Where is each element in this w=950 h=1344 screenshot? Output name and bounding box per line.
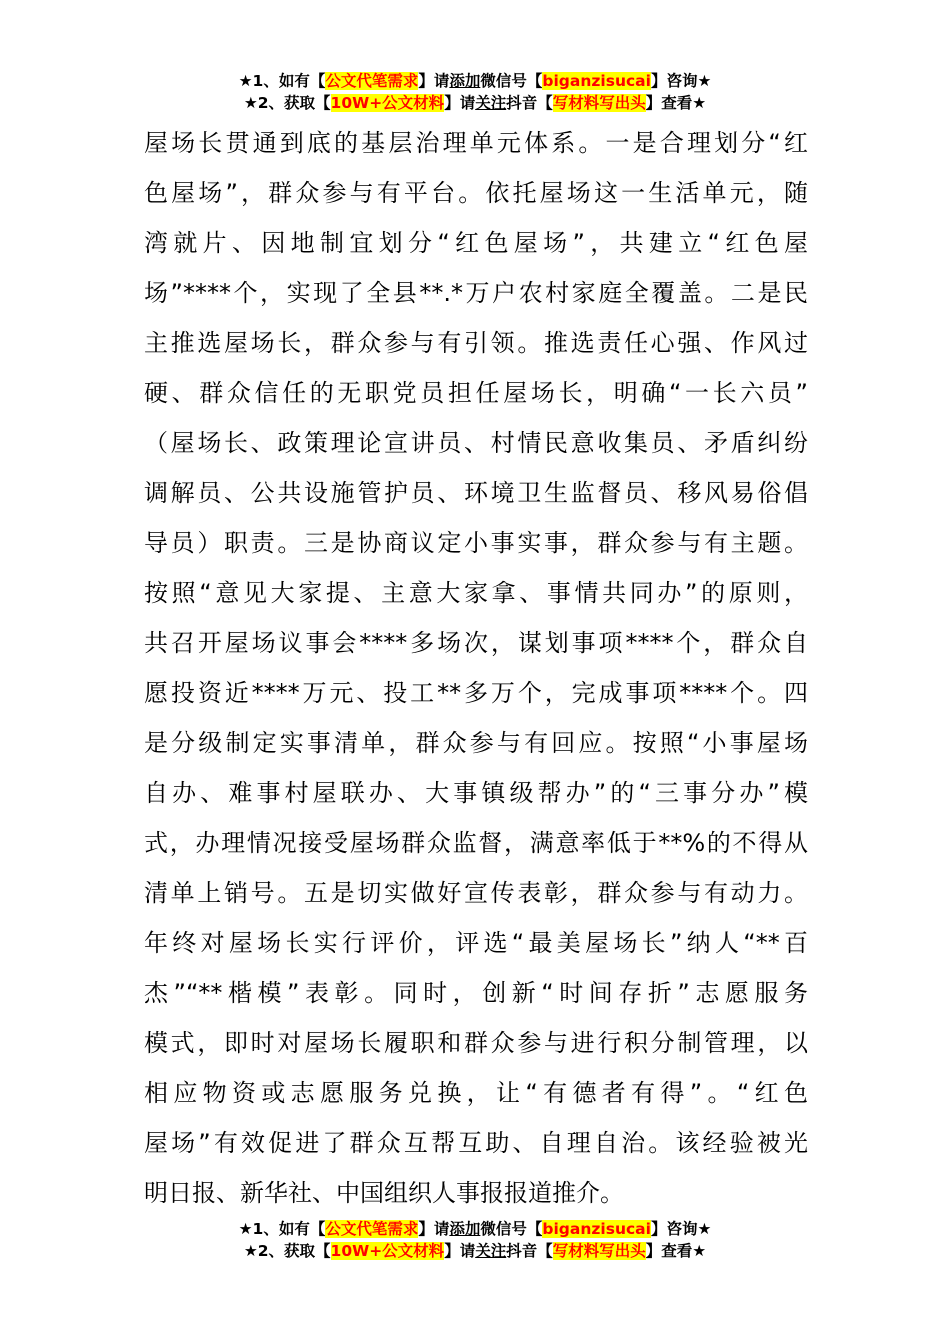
- text-line: 主推选屋场长，群众参与有引领。推选责任心强、作风过: [144, 329, 808, 357]
- ad-line-2: ★2、获取【10W+公文材料】请关注抖音【写材料写出头】查看★: [243, 94, 707, 112]
- text-line: 明日报、新华社、中国组织人事报报道推介。: [144, 1179, 624, 1207]
- text-line: 模式，即时对屋场长履职和群众参与进行积分制管理，以: [144, 1029, 808, 1057]
- text-line: 场”****个，实现了全县**.*万户农村家庭全覆盖。二是民: [144, 279, 808, 307]
- text-line: 调解员、公共设施管护员、环境卫生监督员、移风易俗倡: [144, 479, 808, 507]
- text-line: 屋场长贯通到底的基层治理单元体系。一是合理划分“红: [144, 129, 808, 157]
- text-line: 按照“意见大家提、主意大家拿、事情共同办”的原则，: [144, 579, 808, 607]
- highlight-douyin: 写材料写出头: [552, 1242, 646, 1260]
- text-line: 自办、难事村屋联办、大事镇级帮办”的“三事分办”模: [144, 779, 808, 807]
- text-line: 是分级制定实事清单，群众参与有回应。按照“小事屋场: [144, 729, 808, 757]
- text-line: 导员）职责。三是协商议定小事实事，群众参与有主题。: [144, 529, 808, 557]
- text-line: 愿投资近****万元、投工**多万个，完成事项****个。四: [144, 679, 808, 707]
- text-line: 清单上销号。五是切实做好宣传表彰，群众参与有动力。: [144, 879, 808, 907]
- highlight-materials: 10W+公文材料: [330, 94, 445, 112]
- text-line: 色屋场”，群众参与有平台。依托屋场这一生活单元，随: [144, 179, 808, 207]
- text-line: 硬、群众信任的无职党员担任屋场长，明确“一长六员”: [144, 379, 808, 407]
- ad-line-1: ★1、如有【公文代笔需求】请添加微信号【biganzisucai】咨询★: [238, 72, 712, 90]
- text-line: 相应物资或志愿服务兑换，让“有德者有得”。“红色: [144, 1079, 808, 1107]
- text-line: 湾就片、因地制宜划分“红色屋场”，共建立“红色屋: [144, 229, 808, 257]
- highlight-materials: 10W+公文材料: [330, 1242, 445, 1260]
- text-line: 屋场”有效促进了群众互帮互助、自理自治。该经验被光: [144, 1129, 808, 1157]
- text-line: （屋场长、政策理论宣讲员、村情民意收集员、矛盾纠纷: [144, 429, 808, 457]
- text-line: 杰”“**楷模”表彰。同时，创新“时间存折”志愿服务: [144, 979, 808, 1007]
- highlight-service: 公文代笔需求: [325, 1220, 419, 1238]
- highlight-wechat-id: biganzisucai: [542, 1220, 651, 1238]
- highlight-douyin: 写材料写出头: [552, 94, 646, 112]
- highlight-service: 公文代笔需求: [325, 72, 419, 90]
- text-line: 式，办理情况接受屋场群众监督，满意率低于**%的不得从: [144, 829, 808, 857]
- ad-line-2: ★2、获取【10W+公文材料】请关注抖音【写材料写出头】查看★: [243, 1242, 707, 1260]
- text-line: 共召开屋场议事会****多场次，谋划事项****个，群众自: [144, 629, 808, 657]
- highlight-wechat-id: biganzisucai: [542, 72, 651, 90]
- ad-line-1: ★1、如有【公文代笔需求】请添加微信号【biganzisucai】咨询★: [238, 1220, 712, 1238]
- document-body: [144, 118, 808, 1218]
- text-line: 年终对屋场长实行评价，评选“最美屋场长”纳人“**百: [144, 929, 808, 957]
